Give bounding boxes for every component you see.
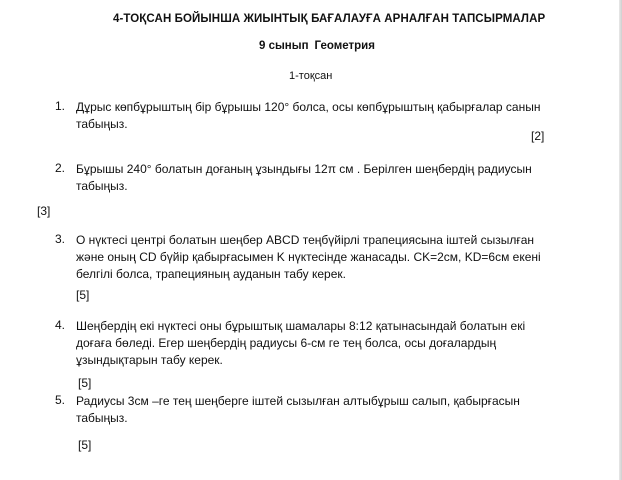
question-1-score: [2] bbox=[531, 129, 545, 143]
question-1-line-2: табыңыз. bbox=[76, 117, 128, 131]
question-5-number: 5. bbox=[55, 393, 66, 407]
document-subtitle bbox=[259, 40, 375, 52]
question-3-line-3: белгілі болса, трапецияның ауданын табу керек. bbox=[76, 267, 346, 281]
document-title: 4-ТОҚСАН БОЙЫНША ЖИЫНТЫҚ БАҒАЛАУҒА АРНАЛҒАН ТАПСЫРМАЛАР bbox=[113, 13, 546, 25]
question-3-score: [5] bbox=[76, 288, 90, 302]
question-5-line-2: табыңыз. bbox=[76, 411, 128, 425]
question-4-line-2: доғаға бөледі. Егер шеңбердің радиусы 6-см ге тең болса, осы доғалардың bbox=[76, 336, 497, 350]
question-3-text bbox=[76, 232, 576, 283]
quarter-label: 1-тоқсан bbox=[289, 70, 333, 82]
question-2-line-2: табыңыз. bbox=[76, 179, 128, 193]
question-3-line-1: О нүктесі центрі болатын шеңбер ABCD теңбүйірлі трапециясына іштей сызылған bbox=[76, 233, 535, 247]
question-3-number: 3. bbox=[55, 232, 66, 246]
question-2-text bbox=[76, 161, 576, 195]
question-4-text bbox=[76, 318, 576, 369]
question-2-line-1: Бұрышы 240° болатын доғаның ұзындығы 12π см . Берілген шеңбердің радиусын bbox=[76, 162, 532, 176]
question-3-line-2: және оның CD бүйір қабырғасымен K нүктесінде жанасады. CK=2см, KD=6см екені bbox=[76, 250, 541, 264]
question-2-score: [3] bbox=[37, 204, 51, 218]
grade-label: 9 сынып bbox=[259, 40, 309, 52]
question-5-line-1: Радиусы 3см –ге тең шеңберге іштей сызылған алтыбұрыш салып, қабырғасын bbox=[76, 394, 520, 408]
question-5-text bbox=[76, 393, 576, 427]
question-4-line-1: Шеңбердің екі нүктесі оны бұрыштық шамалары 8:12 қатынасындай болатын екі bbox=[76, 319, 526, 333]
question-1-text bbox=[76, 99, 576, 133]
question-1-line-1: Дұрыс көпбұрыштың бір бұрышы 120° болса, осы көпбұрыштың қабырғалар санын bbox=[76, 100, 541, 114]
question-2-number: 2. bbox=[55, 161, 66, 175]
question-5-score: [5] bbox=[78, 438, 92, 452]
question-4-number: 4. bbox=[55, 318, 66, 332]
subject-label: Геометрия bbox=[314, 40, 375, 52]
question-4-score: [5] bbox=[78, 376, 92, 390]
question-1-number: 1. bbox=[55, 99, 66, 113]
question-4-line-3: ұзындықтарын табу керек. bbox=[76, 353, 223, 367]
